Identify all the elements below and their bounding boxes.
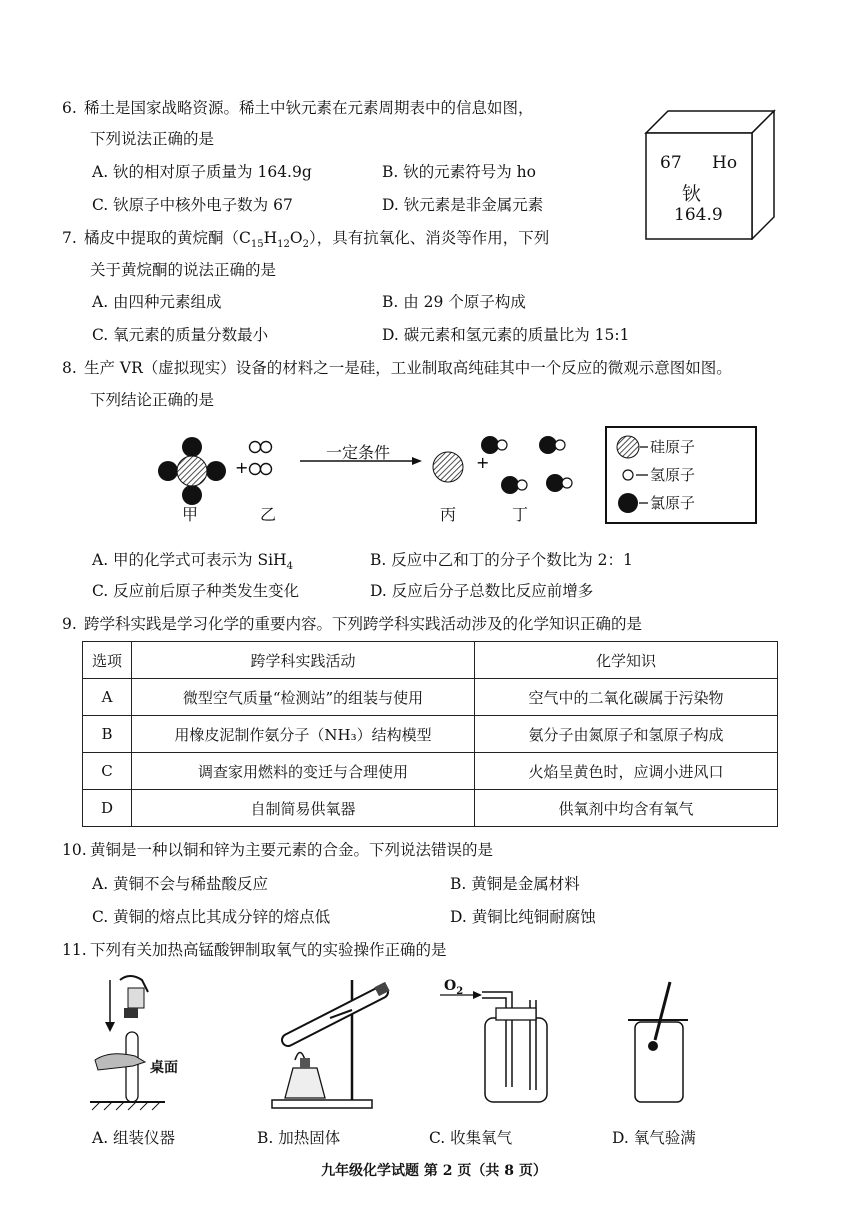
q11-apparatus-figures (90, 970, 770, 1120)
q10-option-d: D. 黄铜比纯铜耐腐蚀 (450, 908, 596, 926)
q8-stem-line1: 生产 VR（虚拟现实）设备的材料之一是硅，工业制取高纯硅其中一个反应的微观示意图如图。 (84, 359, 732, 377)
table-cell: 供氧剂中均含有氧气 (475, 790, 778, 827)
q6-option-d: D. 钬元素是非金属元素 (382, 196, 544, 214)
label-bing: 丙 (440, 505, 457, 524)
table-header-activity: 跨学科实践活动 (132, 642, 475, 679)
molecule-jia (158, 437, 226, 505)
table-cell: 火焰呈黄色时，应调小进风口 (475, 753, 778, 790)
q6-option-c: C. 钬原子中核外电子数为 67 (92, 196, 293, 214)
q7-option-d: D. 碳元素和氢元素的质量比为 15:1 (382, 326, 630, 344)
svg-text:+: + (235, 458, 249, 477)
svg-text:+: + (476, 453, 490, 472)
table-cell: B (83, 716, 132, 753)
legend-hydrogen-icon (623, 470, 633, 480)
q11-option-d: D. 氧气验满 (612, 1129, 696, 1147)
q7-stem-line1: 橘皮中提取的黄烷酮$(C_{15}H_{12}O_2)$，具有抗氧化、消炎等作用，下列 (84, 229, 550, 251)
o2-label: $O_2$ (444, 978, 464, 997)
q8-option-d: D. 反应后分子总数比反应前增多 (370, 582, 594, 600)
table-header-knowledge: 化学知识 (475, 642, 778, 679)
q9-table (82, 641, 778, 827)
q11-stem: 下列有关加热高锰酸钾制取氧气的实验操作正确的是 (90, 941, 447, 959)
q8-option-b: B. 反应中乙和丁的分子个数比为 2：1 (370, 551, 633, 569)
molecule-ding (481, 436, 572, 494)
table-header-option: 选项 (83, 642, 132, 679)
q7-option-c: C. 氧元素的质量分数最小 (92, 326, 269, 344)
molecule-bing (433, 452, 463, 482)
q8-number: 8. (62, 359, 77, 377)
table-cell: 氨分子由氮原子和氢原子构成 (475, 716, 778, 753)
legend-silicon-label: 硅原子 (650, 438, 696, 456)
q6-stem-line1: 稀土是国家战略资源。稀土中钬元素在元素周期表中的信息如图， (84, 99, 534, 117)
q7-number: 7. (62, 229, 77, 247)
q6-option-a: A. 钬的相对原子质量为 164.9g (92, 163, 312, 181)
table-cell: C (83, 753, 132, 790)
table-row (83, 790, 778, 827)
table-row (83, 716, 778, 753)
element-name: 钬 (682, 183, 702, 205)
label-jia: 甲 (182, 505, 199, 524)
page-footer: 九年级化学试题 第 2 页（共 8 页） (321, 1163, 547, 1179)
q10-number: 10. (62, 841, 87, 859)
figure-c-collecting (440, 991, 547, 1102)
q8-option-c: C. 反应前后原子种类发生变化 (92, 582, 300, 600)
q9-number: 9. (62, 615, 77, 633)
figure-b-heating (272, 980, 390, 1108)
q7-option-a: A. 由四种元素组成 (92, 293, 222, 311)
q11-option-a: A. 组装仪器 (92, 1129, 176, 1147)
table-row (83, 679, 778, 716)
q8-stem-line2: 下列结论正确的是 (90, 391, 215, 409)
molecule-yi (250, 442, 272, 475)
legend-silicon-icon (617, 436, 639, 458)
q8-option-a: A. 甲的化学式可表示为 SiH$_4$ (92, 551, 293, 573)
element-atomic-number: 67 (660, 153, 682, 173)
q9-stem: 跨学科实践是学习化学的重要内容。下列跨学科实践活动涉及的化学知识正确的是 (84, 615, 643, 633)
reaction-condition-label: 一定条件 (326, 443, 391, 462)
q7-stem-line2: 关于黄烷酮的说法正确的是 (90, 261, 277, 279)
figure-a-assembling (90, 976, 165, 1110)
table-cell: 微型空气质量“检测站”的组装与使用 (132, 679, 475, 716)
q10-option-a: A. 黄铜不会与稀盐酸反应 (92, 875, 269, 893)
legend-chlorine-label: 氯原子 (650, 494, 696, 512)
table-row (83, 753, 778, 790)
q10-option-c: C. 黄铜的熔点比其成分锌的熔点低 (92, 908, 331, 926)
figure-d-check-full (628, 982, 688, 1102)
table-cell: 用橡皮泥制作氨分子（NH₃）结构模型 (132, 716, 475, 753)
q11-option-c: C. 收集氧气 (429, 1129, 513, 1147)
q6-option-b: B. 钬的元素符号为 ho (382, 163, 536, 181)
label-yi: 乙 (260, 505, 277, 524)
q7-option-b: B. 由 29 个原子构成 (382, 293, 526, 311)
q6-stem-line2: 下列说法正确的是 (90, 130, 215, 148)
desk-label: 桌面 (150, 1060, 178, 1076)
q11-option-b: B. 加热固体 (257, 1129, 341, 1147)
table-header-row (83, 642, 778, 679)
legend-hydrogen-label: 氢原子 (650, 466, 696, 484)
q11-number: 11. (62, 941, 87, 959)
table-cell: D (83, 790, 132, 827)
q10-stem: 黄铜是一种以铜和锌为主要元素的合金。下列说法错误的是 (90, 841, 494, 859)
label-ding: 丁 (512, 505, 529, 524)
table-cell: 自制简易供氧器 (132, 790, 475, 827)
q6-number: 6. (62, 99, 77, 117)
table-cell: A (83, 679, 132, 716)
element-symbol: Ho (712, 153, 738, 173)
element-atomic-mass: 164.9 (674, 205, 723, 225)
element-card-holmium (640, 105, 780, 240)
legend-chlorine-icon (618, 493, 638, 513)
table-cell: 调查家用燃料的变迁与合理使用 (132, 753, 475, 790)
q10-option-b: B. 黄铜是金属材料 (450, 875, 580, 893)
table-cell: 空气中的二氧化碳属于污染物 (475, 679, 778, 716)
